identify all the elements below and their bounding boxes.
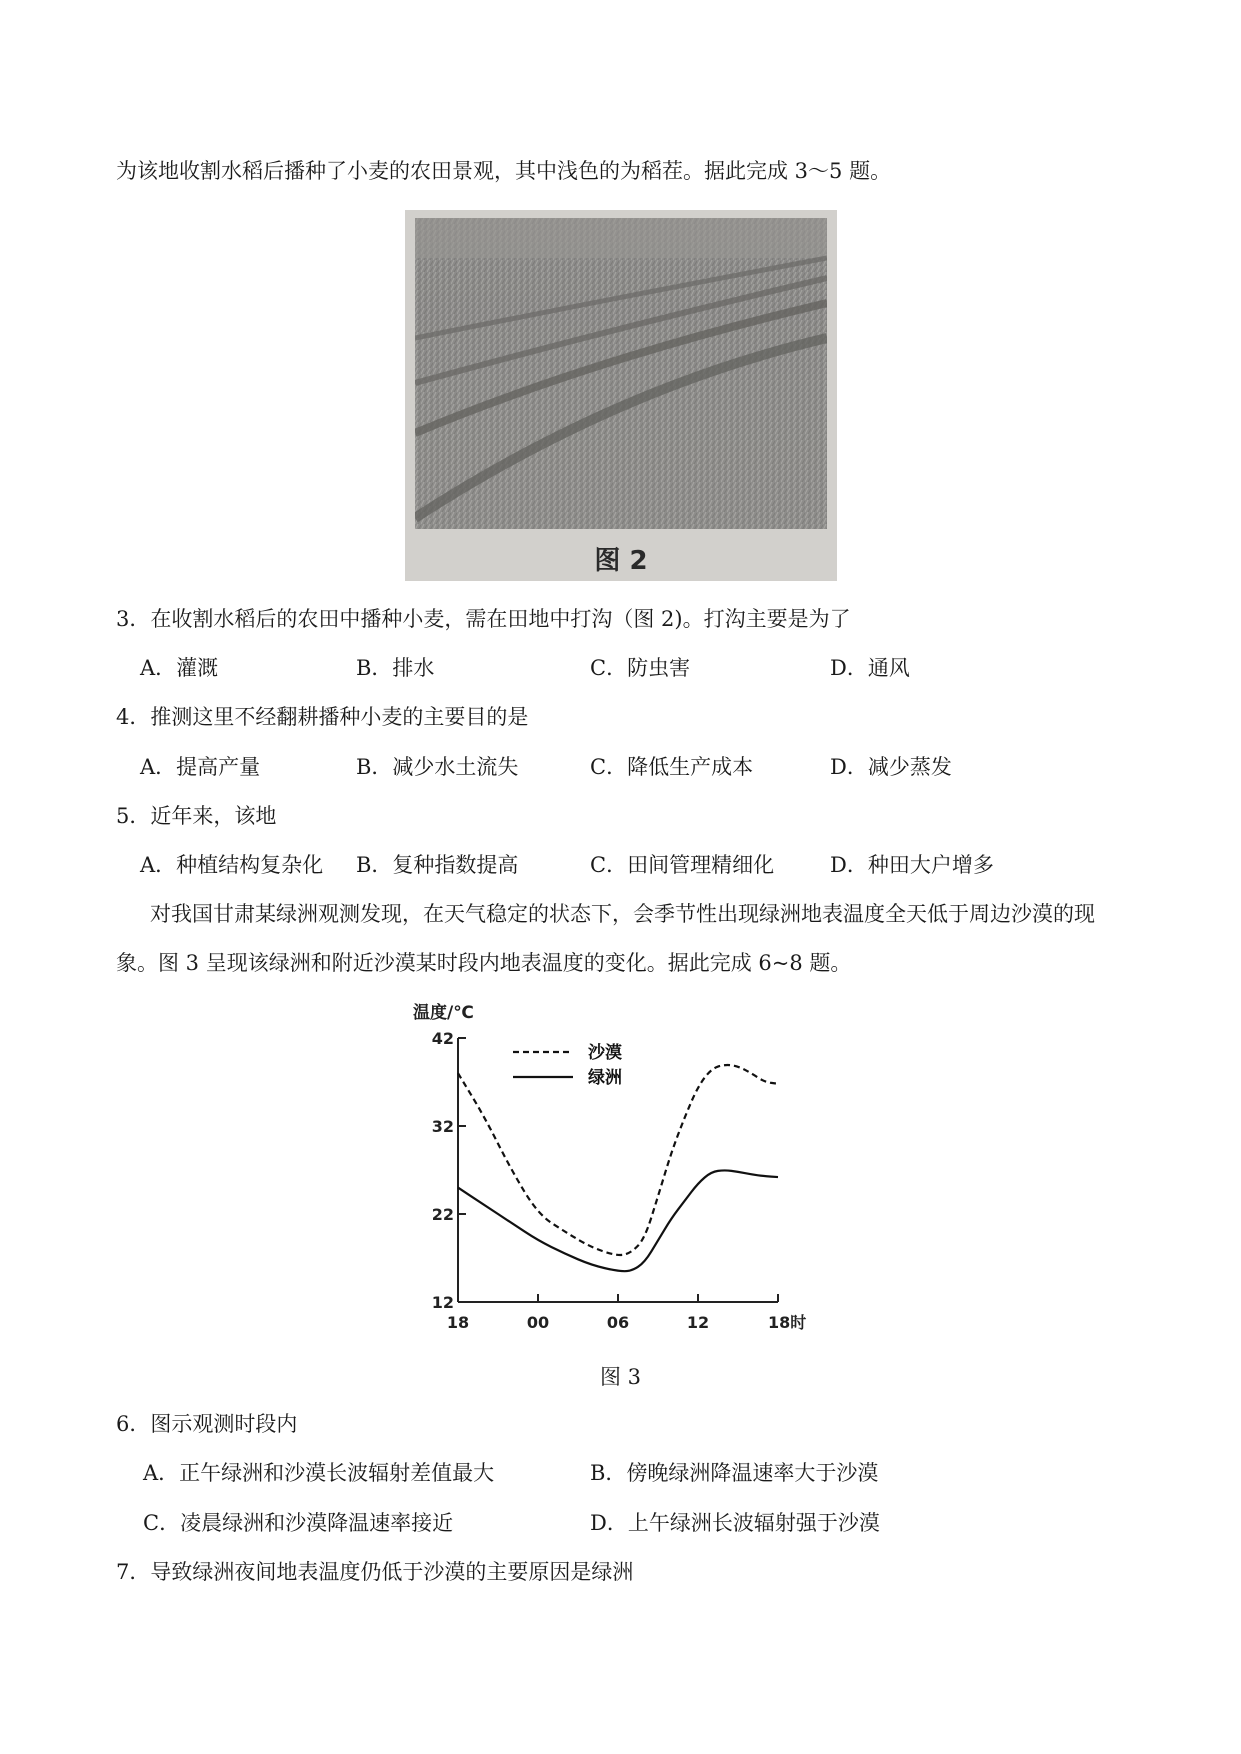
figure-2-photo (405, 210, 837, 581)
question-4-stem: 4．推测这里不经翻耕播种小麦的主要目的是 (116, 705, 529, 729)
temperature-line-chart (395, 990, 835, 1350)
question-4-option-b: B．减少水土流失 (356, 755, 519, 779)
question-5-option-c: C．田间管理精细化 (590, 853, 775, 877)
figure-3-caption: 图 3 (600, 1365, 642, 1389)
field-photo-image (415, 218, 827, 529)
question-5-option-d: D．种田大户增多 (830, 853, 994, 877)
x-tick-label: 06 (606, 1313, 630, 1332)
question-3-option-b: B．排水 (356, 656, 435, 680)
question-4-option-c: C．降低生产成本 (590, 755, 754, 779)
y-tick-label: 12 (431, 1293, 454, 1312)
question-3-option-c: C．防虫害 (590, 656, 691, 680)
question-4-option-a: A．提高产量 (140, 755, 261, 779)
question-5-stem: 5．近年来，该地 (116, 804, 277, 828)
question-3-option-a: A．灌溉 (140, 656, 219, 680)
question-4-option-d: D．减少蒸发 (830, 755, 952, 779)
x-tick-label: 12 (686, 1313, 710, 1332)
x-tick-label: 18时 (768, 1313, 807, 1332)
question-6-option-d: D．上午绿洲长波辐射强于沙漠 (590, 1511, 880, 1535)
y-axis-label: 温度/℃ (413, 1003, 474, 1023)
question-5-option-a: A．种植结构复杂化 (140, 853, 324, 877)
legend-label-desert: 沙漠 (588, 1043, 622, 1063)
question-6-option-a: A．正午绿洲和沙漠长波辐射差值最大 (143, 1461, 495, 1485)
intro-line: 为该地收割水稻后播种了小麦的农田景观，其中浅色的为稻茬。据此完成 3～5 题。 (116, 159, 892, 183)
legend-label-oasis: 绿洲 (588, 1068, 622, 1088)
figure-2-caption: 图 2 (594, 546, 648, 576)
series-line-desert (458, 1065, 778, 1255)
y-tick-label: 22 (431, 1205, 454, 1224)
passage-line-1: 对我国甘肃某绿洲观测发现，在天气稳定的状态下，会季节性出现绿洲地表温度全天低于周边沙漠的现 (150, 902, 1095, 926)
question-5-option-b: B．复种指数提高 (356, 853, 519, 877)
passage-line-2: 象。图 3 呈现该绿洲和附近沙漠某时段内地表温度的变化。据此完成 6~8 题。 (116, 951, 852, 975)
question-3-stem: 3．在收割水稻后的农田中播种小麦，需在田地中打沟（图 2)。打沟主要是为了 (116, 607, 851, 631)
question-6-option-c: C．凌晨绿洲和沙漠降温速率接近 (143, 1511, 454, 1535)
x-tick-label: 18 (446, 1313, 470, 1332)
figure-3-chart (395, 990, 835, 1350)
question-6-stem: 6．图示观测时段内 (116, 1412, 298, 1436)
field-furrows-graphic (415, 218, 827, 529)
y-tick-label: 32 (431, 1117, 454, 1136)
question-3-option-d: D．通风 (830, 656, 910, 680)
x-tick-label: 00 (526, 1313, 550, 1332)
y-tick-label: 42 (431, 1029, 454, 1048)
series-line-oasis (458, 1170, 778, 1271)
question-7-stem: 7．导致绿洲夜间地表温度仍低于沙漠的主要原因是绿洲 (116, 1560, 634, 1584)
question-6-option-b: B．傍晚绿洲降温速率大于沙漠 (590, 1461, 879, 1485)
